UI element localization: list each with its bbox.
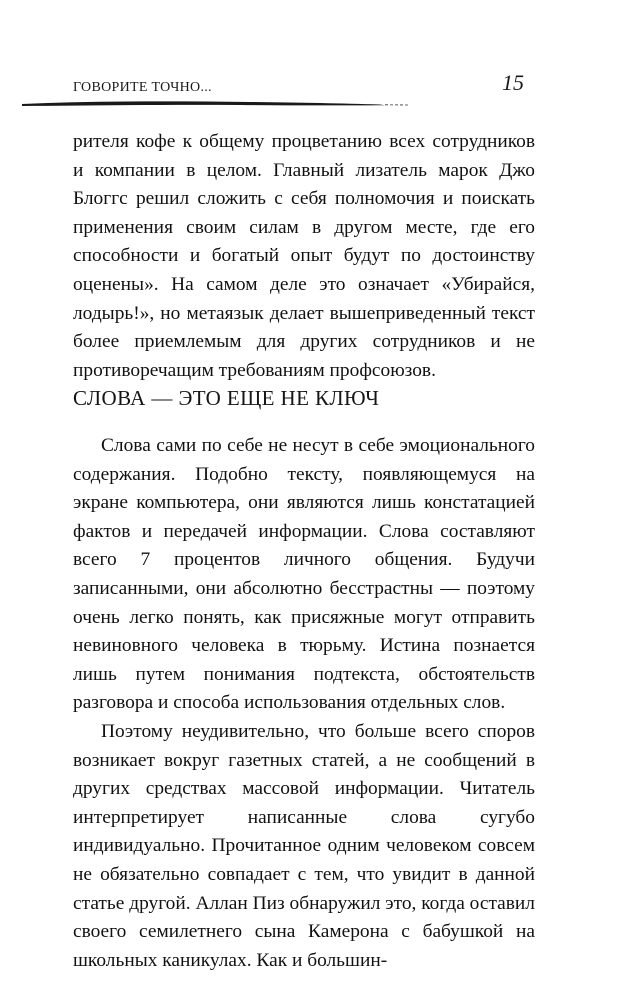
section-paragraph-1: Слова сами по себе не несут в себе эмоционального содержания. Подобно тексту, появляющемуся на экране компьютера, они являются лишь констатацией фактов и передачей информации. Слова составляют всего 7 процентов личного общения. Будучи записанными, они абсолютно бесстрастны — поэтому очень легко понять, как присяжные могут отправить невиновного человека в тюрьму. Истина познается лишь путем понимания подтекста, обстоятельств разговора и способа использования отдельных слов. xyxy=(73,435,535,714)
header-rule xyxy=(0,90,620,120)
continued-paragraph: рителя кофе к общему процветанию всех сотрудников и компании в целом. Главный лизатель марок Джо Блоггс решил сложить с себя полномочия и поискать применения своим силам в другом месте, где его способности и богатый опыт будут по достоинству оценены». На самом деле это означает «Убирайся, лодырь!», но метаязык делает вышеприведенный текст более приемлемым для других сотрудников и не противоречащим требованиям профсоюзов. xyxy=(73,131,535,381)
section-body xyxy=(73,432,535,975)
section-paragraph-2: Поэтому неудивительно, что больше всего споров возникает вокруг газетных статей, а не сообщений в других средствах массовой информации. Читатель интерпретирует написанные слова сугубо индивидуально. Прочитанное одним человеком совсем не обязательно совпадает с тем, что увидит в данной статье другой. Аллан Пиз обнаружил это, когда оставил своего семилетнего сына Камерона с бабушкой на школьных каникулах. Как и большин- xyxy=(73,720,535,971)
page-number: 15 xyxy=(502,70,524,95)
section-heading: СЛОВА — ЭТО ЕЩЕ НЕ КЛЮЧ xyxy=(73,386,380,410)
header-rule-stroke xyxy=(22,101,385,106)
continued-paragraph-block xyxy=(73,128,535,385)
running-head-title: ГОВОРИТЕ ТОЧНО... xyxy=(73,80,212,95)
